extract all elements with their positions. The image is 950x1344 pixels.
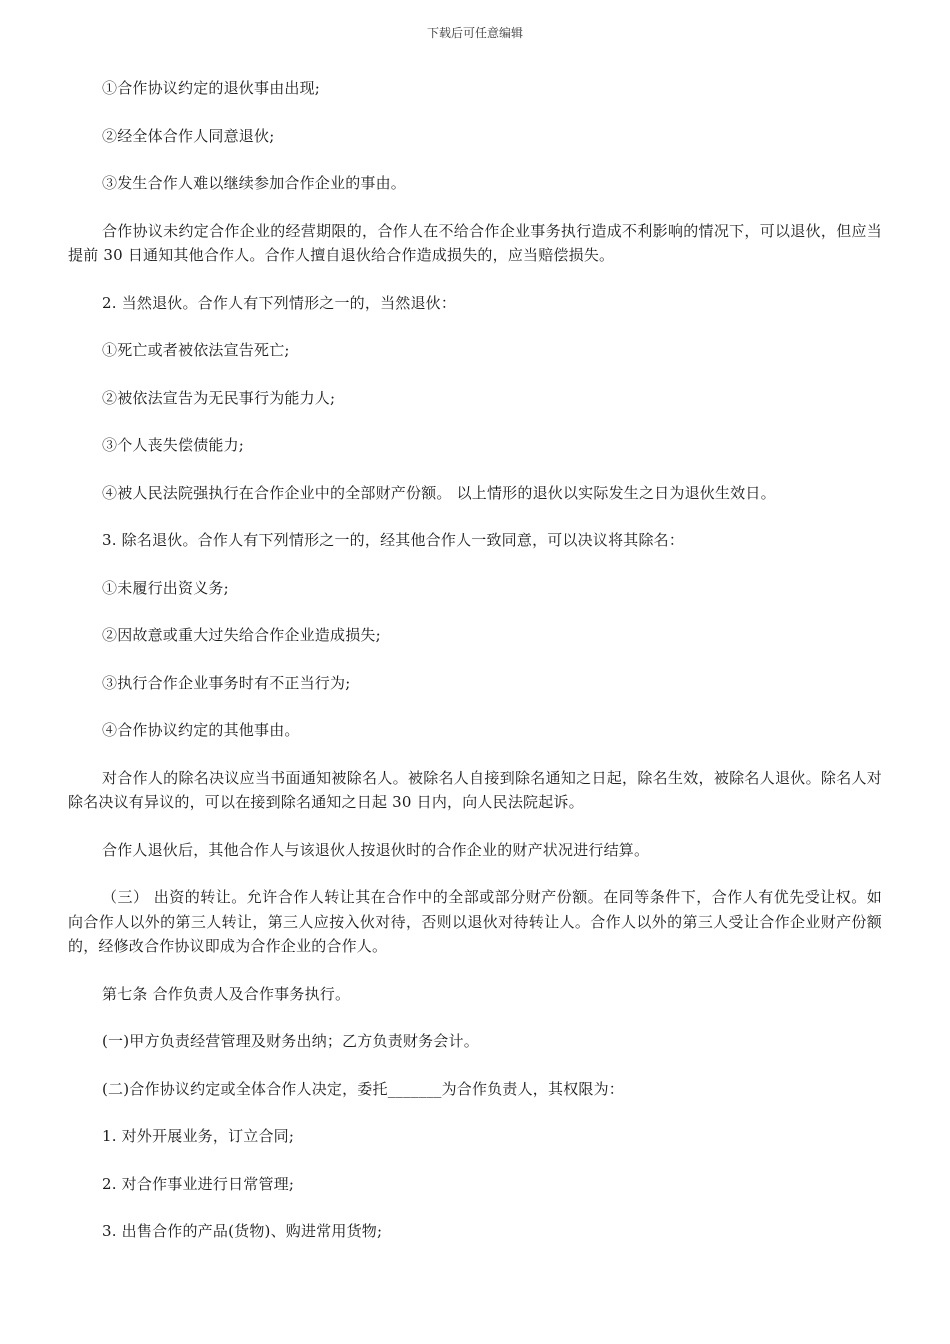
document-body bbox=[68, 76, 882, 1267]
paragraph: ②因故意或重大过失给合作企业造成损失; bbox=[102, 626, 381, 644]
paragraph: ①死亡或者被依法宣告死亡; bbox=[102, 341, 290, 359]
paragraph: ①未履行出资义务; bbox=[102, 578, 229, 597]
paragraph: 合作协议未约定合作企业的经营期限的，合作人在不给合作企业事务执行造成不利影响的情况下，可以退伙，但应当提前 30 日通知其他合作人。合作人擅自退伙给合作造成损失的，应当赔偿损失。 bbox=[68, 221, 882, 264]
paragraph: ②经全体合作人同意退伙; bbox=[102, 126, 275, 145]
paragraph: 2. 对合作事业进行日常管理; bbox=[102, 1174, 295, 1193]
paragraph: ③个人丧失偿债能力; bbox=[102, 436, 245, 454]
paragraph: ④合作协议约定的其他事由。 bbox=[102, 721, 300, 739]
paragraph: 3. 除名退伙。合作人有下列情形之一的，经其他合作人一致同意，可以决议将其除名： bbox=[102, 531, 685, 549]
paragraph: ③发生合作人难以继续参加合作企业的事由。 bbox=[102, 174, 407, 192]
paragraph: 2. 当然退伙。合作人有下列情形之一的，当然退伙： bbox=[102, 293, 457, 312]
paragraph: ③执行合作企业事务时有不正当行为; bbox=[102, 673, 351, 692]
paragraph: 第七条 合作负责人及合作事务执行。 bbox=[102, 984, 351, 1003]
paragraph: (二)合作协议约定或全体合作人决定，委托_______为合作负责人，其权限为： bbox=[102, 1079, 625, 1098]
paragraph: ①合作协议约定的退伙事由出现; bbox=[102, 79, 321, 97]
paragraph: （三） 出资的转让。允许合作人转让其在合作中的全部或部分财产份额。在同等条件下，合作人有优先受让权。如向合作人以外的第三人转让，第三人应按入伙对待，否则以退伙对待转让人。合作人以外的第三人受让合作企业财产份额的，经修改合作协议即成为合作企业的合作人。 bbox=[68, 888, 882, 955]
paragraph: ④被人民法院强执行在合作企业中的全部财产份额。 以上情形的退伙以实际发生之日为退伙生效日。 bbox=[102, 483, 776, 502]
paragraph: 合作人退伙后，其他合作人与该退伙人按退伙时的合作企业的财产状况进行结算。 bbox=[102, 840, 650, 859]
paragraph: (一)甲方负责经营管理及财务出纳；乙方负责财务会计。 bbox=[102, 1032, 479, 1050]
paragraph: 对合作人的除名决议应当书面通知被除名人。被除名人自接到除名通知之日起，除名生效，被除名人退伙。除名人对除名决议有异议的，可以在接到除名通知之日起 30 日内，向人民法院起诉。 bbox=[68, 768, 882, 811]
paragraph: 1. 对外开展业务，订立合同; bbox=[102, 1127, 295, 1145]
page-header: 下载后可任意编辑 bbox=[426, 26, 523, 40]
paragraph: ②被依法宣告为无民事行为能力人; bbox=[102, 388, 336, 407]
paragraph: 3. 出售合作的产品(货物)、购进常用货物; bbox=[102, 1222, 383, 1240]
